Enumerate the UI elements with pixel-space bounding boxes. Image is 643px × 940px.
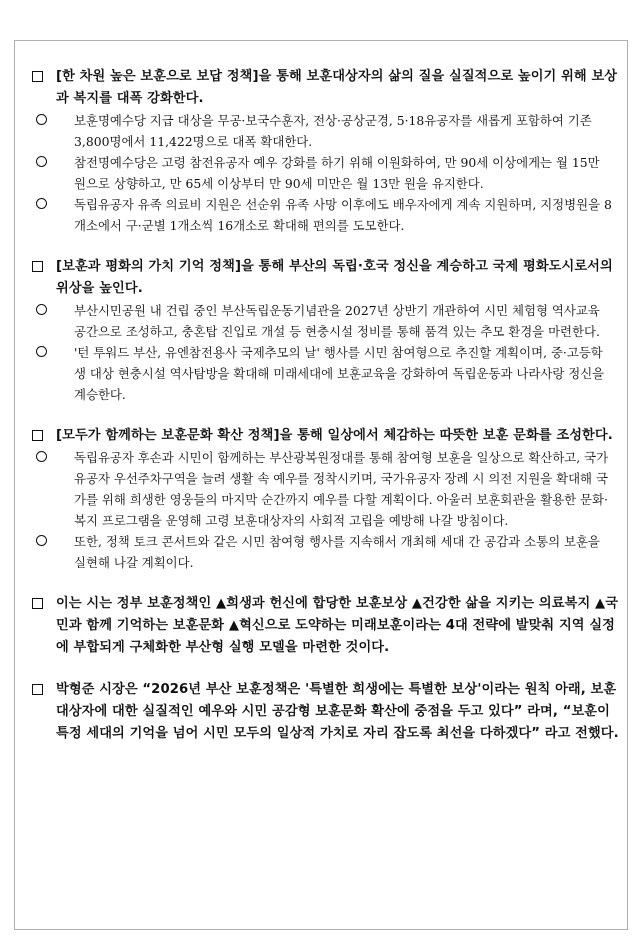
circle-bullet-icon bbox=[36, 198, 47, 209]
square-bullet-icon bbox=[32, 71, 43, 82]
section-memory bbox=[30, 256, 620, 405]
circle-bullet-icon bbox=[36, 346, 47, 357]
section-heading bbox=[30, 66, 620, 110]
list-item bbox=[30, 300, 620, 342]
section-culture bbox=[30, 425, 620, 573]
section-compensation bbox=[30, 66, 620, 236]
circle-bullet-icon bbox=[36, 304, 47, 315]
list-item bbox=[30, 447, 620, 531]
circle-bullet-icon bbox=[36, 156, 47, 167]
square-bullet-icon bbox=[32, 430, 43, 441]
square-bullet-icon bbox=[32, 684, 43, 695]
section-heading bbox=[30, 256, 620, 300]
section-mayor-quote bbox=[30, 679, 620, 745]
list-item-text: '턴 투워드 부산, 유엔참전용사 국제추모의 날' 행사를 시민 참여형으로 추진할 계획이며, 중·고등학생 대상 현충시설 역사탐방을 확대해 미래세대에 보훈교육을 강화하여 독립운동과 나라사랑 정신을 계승한다. bbox=[74, 345, 605, 402]
section-heading bbox=[30, 593, 620, 659]
section-heading bbox=[30, 679, 620, 745]
list-item bbox=[30, 342, 620, 405]
list-item bbox=[30, 194, 620, 236]
square-bullet-icon bbox=[32, 598, 43, 609]
section-heading-text: 이는 시는 정부 보훈정책인 ▲희생과 헌신에 합당한 보훈보상 ▲건강한 삶을 지키는 의료복지 ▲국민과 함께 기억하는 보훈문화 ▲혁신으로 도약하는 미래보훈이라는 4대 전략에 발맞춰 지역 실정에 부합되게 구체화한 부산형 실행 모델을 마련한 것이다. bbox=[56, 596, 619, 655]
press-release-body bbox=[30, 66, 620, 765]
list-item-text: 부산시민공원 내 건립 중인 부산독립운동기념관을 2027년 상반기 개관하여 시민 체험형 역사교육 공간으로 조성하고, 충혼탑 진입로 개설 등 현충시설 정비를 통해 품격 있는 추모 환경을 마련한다. bbox=[74, 303, 600, 339]
circle-bullet-icon bbox=[36, 114, 47, 125]
list-item-text: 또한, 정책 토크 콘서트와 같은 시민 참여형 행사를 지속해서 개최해 세대 간 공감과 소통의 보훈을 실현해 나갈 계획이다. bbox=[74, 534, 600, 570]
circle-bullet-icon bbox=[36, 451, 47, 462]
section-heading-text: [한 차원 높은 보훈으로 보답 정책]을 통해 보훈대상자의 삶의 질을 실질적으로 높이기 위해 보상과 복지를 대폭 강화한다. bbox=[56, 69, 618, 106]
circle-bullet-icon bbox=[36, 535, 47, 546]
list-item-text: 독립유공자 유족 의료비 지원은 선순위 유족 사망 이후에도 배우자에게 계속 지원하며, 지정병원을 8개소에서 구·군별 1개소씩 16개소로 확대해 편의를 도모한다. bbox=[74, 197, 612, 233]
section-heading-text: [모두가 함께하는 보훈문화 확산 정책]을 통해 일상에서 체감하는 따뜻한 보훈 문화를 조성한다. bbox=[56, 428, 613, 443]
section-strategy bbox=[30, 593, 620, 659]
list-item bbox=[30, 110, 620, 152]
square-bullet-icon bbox=[32, 261, 43, 272]
list-item-text: 독립유공자 후손과 시민이 함께하는 부산광복원정대를 통해 참여형 보훈을 일상으로 확산하고, 국가유공자 우선주차구역을 늘려 생활 속 예우를 정착시키며, 국가유공자 장례 시 의전 지원을 확대해 국가를 위해 희생한 영웅들의 마지막 순간까지 예우를 다할 계획이다. 아울러 보훈회관을 활용한 문화·복지 프로그램을 운영해 고령 보훈대상자의 사회적 고립을 예방해 나갈 방침이다. bbox=[74, 450, 609, 528]
section-heading-text: [보훈과 평화의 가치 기억 정책]을 통해 부산의 독립·호국 정신을 계승하고 국제 평화도시로서의 위상을 높인다. bbox=[56, 259, 613, 296]
section-heading-text: 박형준 시장은 “2026년 부산 보훈정책은 '특별한 희생에는 특별한 보상'이라는 원칙 아래, 보훈대상자에 대한 실질적인 예우와 시민 공감형 보훈문화 확산에 중점을 두고 있다” 라며, “보훈이 특정 세대의 기억을 넘어 시민 모두의 일상적 가치로 자리 잡도록 최선을 다하겠다” 라고 전했다. bbox=[56, 682, 619, 741]
section-heading bbox=[30, 425, 620, 447]
list-item-text: 참전명예수당은 고령 참전유공자 예우 강화를 하기 위해 이원화하여, 만 90세 이상에게는 월 15만 원으로 상향하고, 만 65세 이상부터 만 90세 미만은 월 13만 원을 유지한다. bbox=[74, 155, 600, 191]
list-item bbox=[30, 531, 620, 573]
list-item-text: 보훈명예수당 지급 대상을 무공·보국수훈자, 전상·공상군경, 5·18유공자를 새롭게 포함하여 기존 3,800명에서 11,422명으로 대폭 확대한다. bbox=[74, 113, 592, 149]
list-item bbox=[30, 152, 620, 194]
